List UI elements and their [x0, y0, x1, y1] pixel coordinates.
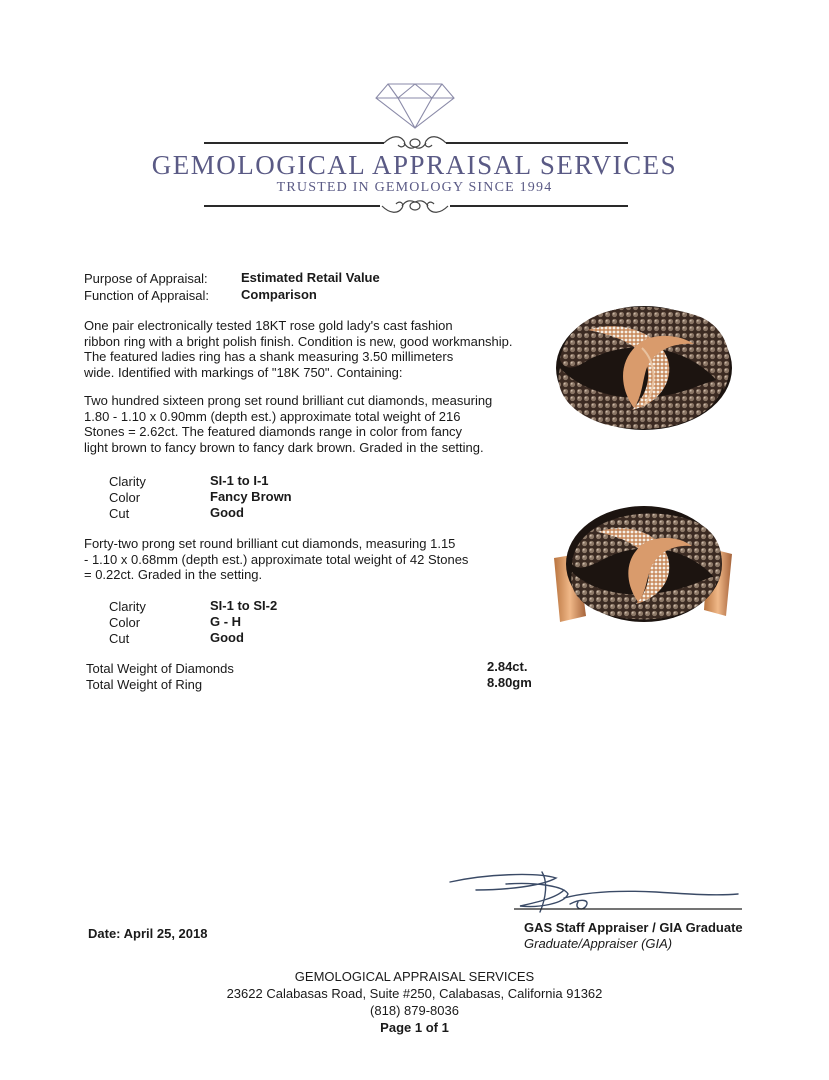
group2-cut-value: Good: [210, 630, 244, 645]
ring-photo-front: [548, 290, 738, 440]
group1-line: Two hundred sixteen prong set round brilliant cut diamonds, measuring: [84, 393, 493, 408]
group2-cut-label: Cut: [109, 631, 130, 646]
top-rule-left: [204, 142, 384, 144]
group1-line: Stones = 2.62ct. The featured diamonds range in color from fancy: [84, 424, 463, 440]
group2-clarity-value: SI-1 to SI-2: [210, 598, 278, 613]
group1-line: 1.80 - 1.10 x 0.90mm (depth est.) approximate total weight of 216: [84, 408, 461, 424]
description-paragraph: [84, 318, 513, 380]
group2-line: - 1.10 x 0.68mm (depth est.) approximate total weight of 42 Stones: [84, 551, 469, 567]
page-number: Page 1 of 1: [380, 1020, 449, 1035]
group1-clarity-value: SI-1 to I-1: [210, 473, 269, 488]
diamond-group-1-text: [84, 393, 492, 455]
logo-block: [0, 0, 829, 230]
description-line: ribbon ring with a bright polish finish. Condition is new, good workmanship.: [84, 333, 513, 349]
ring-photo-side: [546, 498, 736, 633]
company-logo-title: GEMOLOGICAL APPRAISAL SERVICES: [151, 150, 678, 180]
purpose-value: Estimated Retail Value: [241, 270, 380, 285]
group2-color-value: G - H: [210, 614, 242, 629]
purpose-label: Purpose of Appraisal:: [84, 271, 208, 286]
footer-phone: (818) 879-8036: [370, 1003, 459, 1018]
description-line: The featured ladies ring has a shank measuring 3.50 millimeters: [84, 349, 454, 365]
function-label: Function of Appraisal:: [84, 288, 210, 303]
group1-color-value: Fancy Brown: [210, 489, 292, 504]
signature-subtitle: Graduate/Appraiser (GIA): [524, 936, 673, 951]
group1-cut-value: Good: [210, 505, 244, 520]
diamond-group-2-text: [84, 536, 468, 583]
description-line: One pair electronically tested 18KT rose gold lady's cast fashion: [84, 318, 453, 333]
description-line: wide. Identified with markings of "18K 750". Containing:: [84, 364, 403, 380]
footer-address: 23622 Calabasas Road, Suite #250, Calabasas, California 91362: [226, 986, 603, 1001]
total-diamonds-value: 2.84ct.: [487, 659, 528, 674]
total-diamonds-label: Total Weight of Diamonds: [86, 661, 234, 676]
company-tagline: TRUSTED IN GEMOLOGY SINCE 1994: [276, 180, 553, 195]
group2-color-label: Color: [109, 615, 141, 630]
bottom-rule-left: [204, 205, 380, 207]
group2-line: Forty-two prong set round brilliant cut diamonds, measuring 1.15: [84, 536, 456, 551]
function-value: Comparison: [241, 287, 317, 302]
diamond-icon: [374, 82, 456, 130]
group1-line: light brown to fancy brown to fancy dark brown. Graded in the setting.: [84, 439, 484, 455]
bottom-rule-right: [450, 205, 628, 207]
group1-color-label: Color: [109, 490, 141, 505]
scroll-ornament-icon: [380, 195, 450, 217]
appraisal-date: Date: April 25, 2018: [88, 926, 208, 941]
group1-clarity-label: Clarity: [109, 474, 146, 489]
signature-icon: [446, 868, 746, 918]
total-ring-label: Total Weight of Ring: [86, 677, 203, 692]
group2-line: = 0.22ct. Graded in the setting.: [84, 567, 263, 583]
signature-title: GAS Staff Appraiser / GIA Graduate: [524, 920, 743, 935]
top-rule-right: [446, 142, 628, 144]
footer-company: GEMOLOGICAL APPRAISAL SERVICES: [294, 969, 535, 984]
group1-cut-label: Cut: [109, 506, 130, 521]
total-ring-value: 8.80gm: [487, 675, 532, 690]
group2-clarity-label: Clarity: [109, 599, 146, 614]
